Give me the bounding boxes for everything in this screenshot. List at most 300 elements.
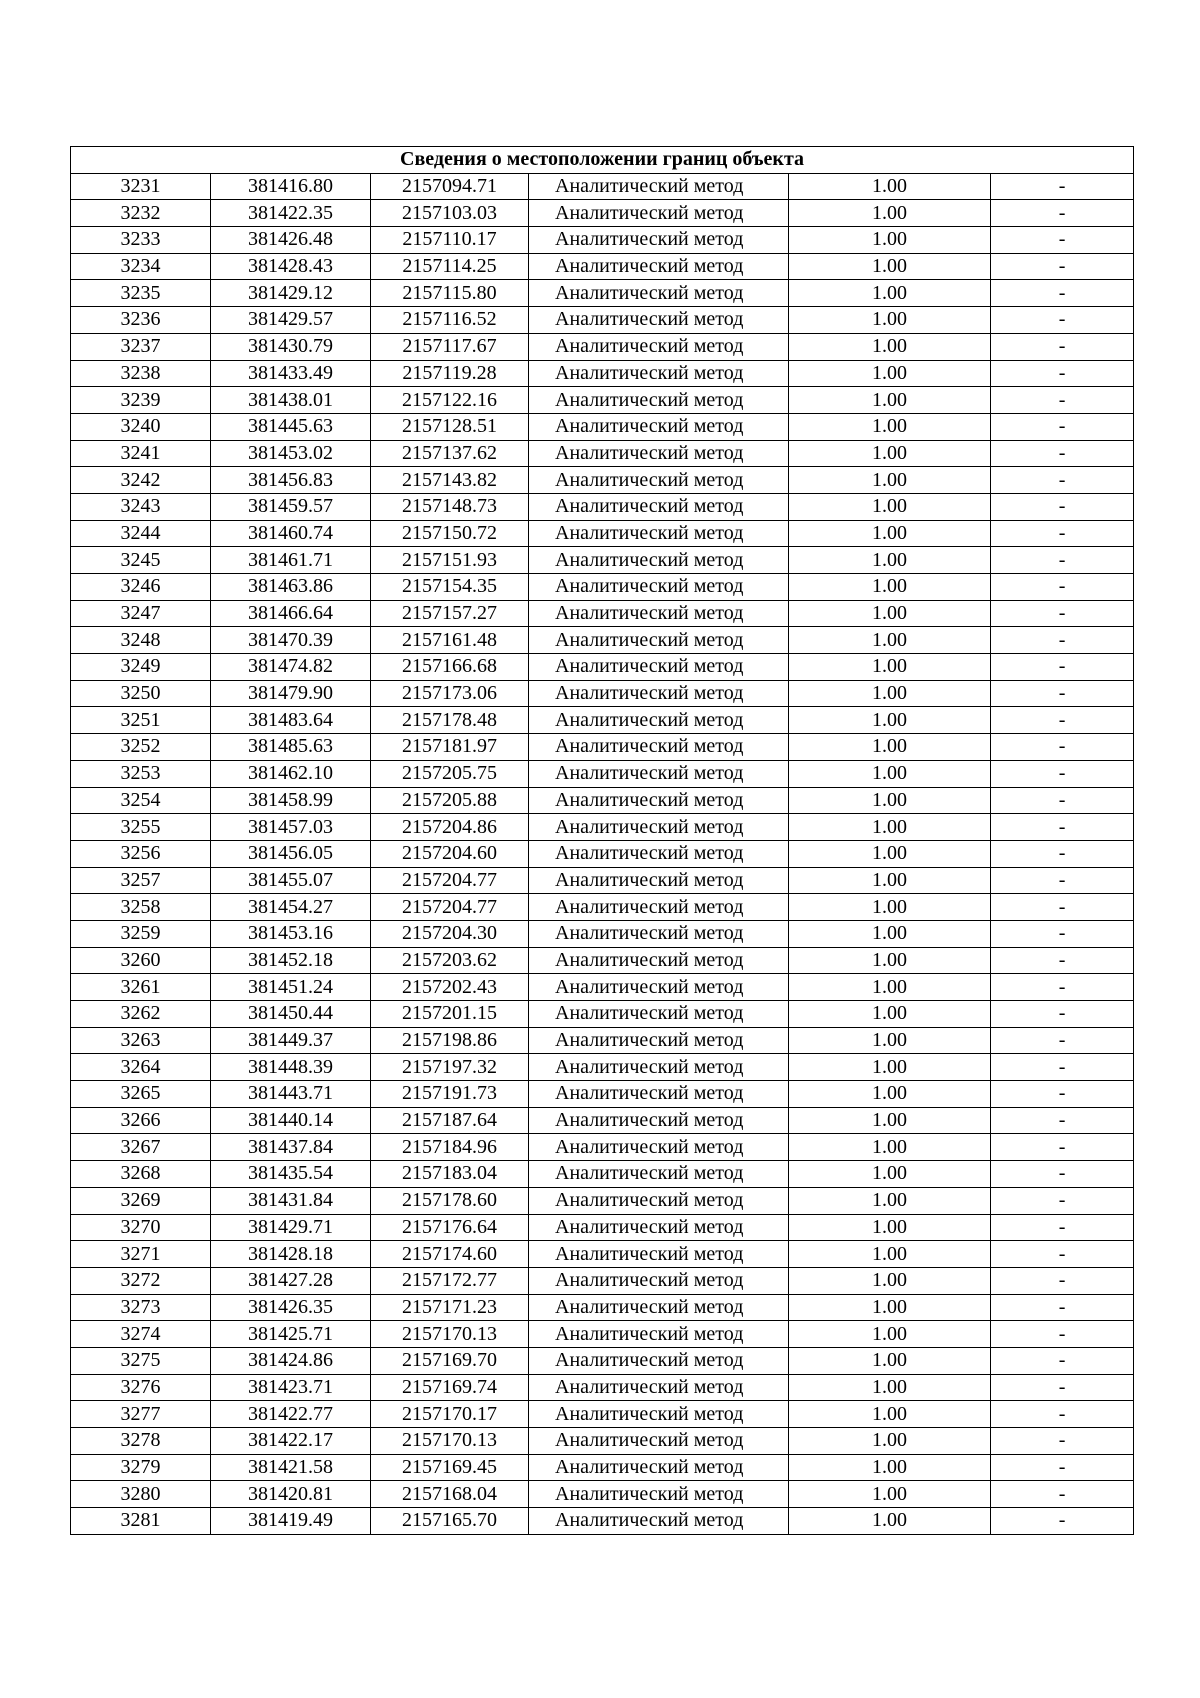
table-row	[71, 1454, 1134, 1481]
table-row	[71, 1267, 1134, 1294]
y-coordinate-cell: 2157178.60	[371, 1187, 529, 1214]
x-coordinate-cell: 381466.64	[211, 600, 371, 627]
description-cell: -	[991, 734, 1134, 761]
method-cell: Аналитический метод	[529, 1321, 789, 1348]
method-cell: Аналитический метод	[529, 627, 789, 654]
x-coordinate-cell: 381483.64	[211, 707, 371, 734]
y-coordinate-cell: 2157172.77	[371, 1267, 529, 1294]
y-coordinate-cell: 2157204.60	[371, 840, 529, 867]
description-cell: -	[991, 1161, 1134, 1188]
point-number-cell: 3250	[71, 680, 211, 707]
point-number-cell: 3280	[71, 1481, 211, 1508]
y-coordinate-cell: 2157170.13	[371, 1321, 529, 1348]
point-number-cell: 3281	[71, 1508, 211, 1535]
description-cell: -	[991, 814, 1134, 841]
table-row	[71, 520, 1134, 547]
accuracy-cell: 1.00	[789, 520, 991, 547]
method-cell: Аналитический метод	[529, 1214, 789, 1241]
point-number-cell: 3269	[71, 1187, 211, 1214]
y-coordinate-cell: 2157191.73	[371, 1081, 529, 1108]
table-row	[71, 493, 1134, 520]
description-cell: -	[991, 307, 1134, 334]
table-row	[71, 467, 1134, 494]
x-coordinate-cell: 381461.71	[211, 547, 371, 574]
x-coordinate-cell: 381456.83	[211, 467, 371, 494]
description-cell: -	[991, 1374, 1134, 1401]
description-cell: -	[991, 1454, 1134, 1481]
x-coordinate-cell: 381451.24	[211, 974, 371, 1001]
accuracy-cell: 1.00	[789, 253, 991, 280]
x-coordinate-cell: 381445.63	[211, 413, 371, 440]
accuracy-cell: 1.00	[789, 1321, 991, 1348]
table-row	[71, 707, 1134, 734]
point-number-cell: 3251	[71, 707, 211, 734]
accuracy-cell: 1.00	[789, 734, 991, 761]
accuracy-cell: 1.00	[789, 787, 991, 814]
method-cell: Аналитический метод	[529, 654, 789, 681]
y-coordinate-cell: 2157103.03	[371, 200, 529, 227]
method-cell: Аналитический метод	[529, 440, 789, 467]
point-number-cell: 3243	[71, 493, 211, 520]
method-cell: Аналитический метод	[529, 947, 789, 974]
x-coordinate-cell: 381428.18	[211, 1241, 371, 1268]
point-number-cell: 3233	[71, 227, 211, 254]
method-cell: Аналитический метод	[529, 1107, 789, 1134]
description-cell: -	[991, 253, 1134, 280]
method-cell: Аналитический метод	[529, 1454, 789, 1481]
description-cell: -	[991, 1267, 1134, 1294]
table-row	[71, 413, 1134, 440]
point-number-cell: 3261	[71, 974, 211, 1001]
point-number-cell: 3236	[71, 307, 211, 334]
description-cell: -	[991, 1428, 1134, 1455]
y-coordinate-cell: 2157169.74	[371, 1374, 529, 1401]
table-row	[71, 387, 1134, 414]
description-cell: -	[991, 1054, 1134, 1081]
y-coordinate-cell: 2157116.52	[371, 307, 529, 334]
description-cell: -	[991, 493, 1134, 520]
table-row	[71, 307, 1134, 334]
description-cell: -	[991, 1187, 1134, 1214]
point-number-cell: 3239	[71, 387, 211, 414]
method-cell: Аналитический метод	[529, 413, 789, 440]
point-number-cell: 3271	[71, 1241, 211, 1268]
x-coordinate-cell: 381452.18	[211, 947, 371, 974]
accuracy-cell: 1.00	[789, 280, 991, 307]
accuracy-cell: 1.00	[789, 574, 991, 601]
accuracy-cell: 1.00	[789, 1187, 991, 1214]
table-row	[71, 974, 1134, 1001]
table-row	[71, 1001, 1134, 1028]
method-cell: Аналитический метод	[529, 360, 789, 387]
x-coordinate-cell: 381416.80	[211, 173, 371, 200]
point-number-cell: 3235	[71, 280, 211, 307]
table-row	[71, 814, 1134, 841]
table-row	[71, 867, 1134, 894]
method-cell: Аналитический метод	[529, 1267, 789, 1294]
accuracy-cell: 1.00	[789, 974, 991, 1001]
table-row	[71, 734, 1134, 761]
table-row	[71, 574, 1134, 601]
description-cell: -	[991, 333, 1134, 360]
point-number-cell: 3249	[71, 654, 211, 681]
x-coordinate-cell: 381459.57	[211, 493, 371, 520]
y-coordinate-cell: 2157204.30	[371, 920, 529, 947]
method-cell: Аналитический метод	[529, 734, 789, 761]
method-cell: Аналитический метод	[529, 280, 789, 307]
point-number-cell: 3254	[71, 787, 211, 814]
x-coordinate-cell: 381430.79	[211, 333, 371, 360]
accuracy-cell: 1.00	[789, 1401, 991, 1428]
point-number-cell: 3232	[71, 200, 211, 227]
table-row	[71, 894, 1134, 921]
method-cell: Аналитический метод	[529, 1027, 789, 1054]
table-row	[71, 1374, 1134, 1401]
accuracy-cell: 1.00	[789, 1454, 991, 1481]
accuracy-cell: 1.00	[789, 1107, 991, 1134]
table-row	[71, 787, 1134, 814]
description-cell: -	[991, 1294, 1134, 1321]
y-coordinate-cell: 2157183.04	[371, 1161, 529, 1188]
y-coordinate-cell: 2157173.06	[371, 680, 529, 707]
point-number-cell: 3266	[71, 1107, 211, 1134]
table-row	[71, 1187, 1134, 1214]
table-row	[71, 360, 1134, 387]
y-coordinate-cell: 2157203.62	[371, 947, 529, 974]
point-number-cell: 3246	[71, 574, 211, 601]
point-number-cell: 3253	[71, 760, 211, 787]
point-number-cell: 3263	[71, 1027, 211, 1054]
method-cell: Аналитический метод	[529, 227, 789, 254]
method-cell: Аналитический метод	[529, 787, 789, 814]
y-coordinate-cell: 2157184.96	[371, 1134, 529, 1161]
accuracy-cell: 1.00	[789, 360, 991, 387]
x-coordinate-cell: 381458.99	[211, 787, 371, 814]
method-cell: Аналитический метод	[529, 1401, 789, 1428]
point-number-cell: 3252	[71, 734, 211, 761]
y-coordinate-cell: 2157204.86	[371, 814, 529, 841]
y-coordinate-cell: 2157198.86	[371, 1027, 529, 1054]
x-coordinate-cell: 381460.74	[211, 520, 371, 547]
x-coordinate-cell: 381419.49	[211, 1508, 371, 1535]
y-coordinate-cell: 2157137.62	[371, 440, 529, 467]
description-cell: -	[991, 867, 1134, 894]
point-number-cell: 3278	[71, 1428, 211, 1455]
x-coordinate-cell: 381470.39	[211, 627, 371, 654]
table-row	[71, 947, 1134, 974]
method-cell: Аналитический метод	[529, 1001, 789, 1028]
description-cell: -	[991, 1241, 1134, 1268]
description-cell: -	[991, 1214, 1134, 1241]
x-coordinate-cell: 381462.10	[211, 760, 371, 787]
description-cell: -	[991, 387, 1134, 414]
table-row	[71, 440, 1134, 467]
description-cell: -	[991, 173, 1134, 200]
x-coordinate-cell: 381422.35	[211, 200, 371, 227]
description-cell: -	[991, 894, 1134, 921]
y-coordinate-cell: 2157204.77	[371, 867, 529, 894]
accuracy-cell: 1.00	[789, 680, 991, 707]
table-row	[71, 253, 1134, 280]
table-row	[71, 600, 1134, 627]
table-row	[71, 840, 1134, 867]
x-coordinate-cell: 381423.71	[211, 1374, 371, 1401]
method-cell: Аналитический метод	[529, 1508, 789, 1535]
x-coordinate-cell: 381457.03	[211, 814, 371, 841]
x-coordinate-cell: 381453.02	[211, 440, 371, 467]
accuracy-cell: 1.00	[789, 1294, 991, 1321]
description-cell: -	[991, 1508, 1134, 1535]
description-cell: -	[991, 440, 1134, 467]
method-cell: Аналитический метод	[529, 1054, 789, 1081]
y-coordinate-cell: 2157169.70	[371, 1347, 529, 1374]
method-cell: Аналитический метод	[529, 1081, 789, 1108]
point-number-cell: 3242	[71, 467, 211, 494]
description-cell: -	[991, 1347, 1134, 1374]
x-coordinate-cell: 381453.16	[211, 920, 371, 947]
method-cell: Аналитический метод	[529, 200, 789, 227]
y-coordinate-cell: 2157169.45	[371, 1454, 529, 1481]
y-coordinate-cell: 2157119.28	[371, 360, 529, 387]
x-coordinate-cell: 381425.71	[211, 1321, 371, 1348]
method-cell: Аналитический метод	[529, 600, 789, 627]
description-cell: -	[991, 1481, 1134, 1508]
accuracy-cell: 1.00	[789, 200, 991, 227]
description-cell: -	[991, 227, 1134, 254]
x-coordinate-cell: 381474.82	[211, 654, 371, 681]
description-cell: -	[991, 680, 1134, 707]
description-cell: -	[991, 760, 1134, 787]
table-row	[71, 173, 1134, 200]
table-row	[71, 1214, 1134, 1241]
description-cell: -	[991, 1321, 1134, 1348]
accuracy-cell: 1.00	[789, 547, 991, 574]
method-cell: Аналитический метод	[529, 974, 789, 1001]
table-row	[71, 1054, 1134, 1081]
table-row	[71, 1508, 1134, 1535]
accuracy-cell: 1.00	[789, 814, 991, 841]
accuracy-cell: 1.00	[789, 333, 991, 360]
y-coordinate-cell: 2157148.73	[371, 493, 529, 520]
x-coordinate-cell: 381427.28	[211, 1267, 371, 1294]
x-coordinate-cell: 381428.43	[211, 253, 371, 280]
method-cell: Аналитический метод	[529, 1134, 789, 1161]
x-coordinate-cell: 381443.71	[211, 1081, 371, 1108]
accuracy-cell: 1.00	[789, 894, 991, 921]
table-row	[71, 1428, 1134, 1455]
accuracy-cell: 1.00	[789, 1428, 991, 1455]
table-title: Сведения о местоположении границ объекта	[71, 147, 1134, 174]
method-cell: Аналитический метод	[529, 493, 789, 520]
method-cell: Аналитический метод	[529, 574, 789, 601]
table-row	[71, 200, 1134, 227]
point-number-cell: 3258	[71, 894, 211, 921]
description-cell: -	[991, 974, 1134, 1001]
accuracy-cell: 1.00	[789, 654, 991, 681]
accuracy-cell: 1.00	[789, 1161, 991, 1188]
accuracy-cell: 1.00	[789, 1241, 991, 1268]
point-number-cell: 3260	[71, 947, 211, 974]
table-title-row	[71, 147, 1134, 174]
y-coordinate-cell: 2157171.23	[371, 1294, 529, 1321]
point-number-cell: 3268	[71, 1161, 211, 1188]
table-row	[71, 1081, 1134, 1108]
x-coordinate-cell: 381429.12	[211, 280, 371, 307]
table-row	[71, 280, 1134, 307]
x-coordinate-cell: 381433.49	[211, 360, 371, 387]
method-cell: Аналитический метод	[529, 1347, 789, 1374]
table-row	[71, 1107, 1134, 1134]
point-number-cell: 3248	[71, 627, 211, 654]
x-coordinate-cell: 381438.01	[211, 387, 371, 414]
y-coordinate-cell: 2157202.43	[371, 974, 529, 1001]
y-coordinate-cell: 2157176.64	[371, 1214, 529, 1241]
y-coordinate-cell: 2157115.80	[371, 280, 529, 307]
table-row	[71, 1134, 1134, 1161]
accuracy-cell: 1.00	[789, 227, 991, 254]
method-cell: Аналитический метод	[529, 760, 789, 787]
description-cell: -	[991, 654, 1134, 681]
y-coordinate-cell: 2157197.32	[371, 1054, 529, 1081]
point-number-cell: 3262	[71, 1001, 211, 1028]
description-cell: -	[991, 280, 1134, 307]
method-cell: Аналитический метод	[529, 680, 789, 707]
description-cell: -	[991, 1001, 1134, 1028]
description-cell: -	[991, 520, 1134, 547]
y-coordinate-cell: 2157174.60	[371, 1241, 529, 1268]
x-coordinate-cell: 381449.37	[211, 1027, 371, 1054]
description-cell: -	[991, 574, 1134, 601]
x-coordinate-cell: 381421.58	[211, 1454, 371, 1481]
table-row	[71, 1241, 1134, 1268]
x-coordinate-cell: 381426.35	[211, 1294, 371, 1321]
x-coordinate-cell: 381485.63	[211, 734, 371, 761]
x-coordinate-cell: 381431.84	[211, 1187, 371, 1214]
y-coordinate-cell: 2157110.17	[371, 227, 529, 254]
method-cell: Аналитический метод	[529, 1294, 789, 1321]
method-cell: Аналитический метод	[529, 387, 789, 414]
point-number-cell: 3279	[71, 1454, 211, 1481]
x-coordinate-cell: 381422.77	[211, 1401, 371, 1428]
point-number-cell: 3240	[71, 413, 211, 440]
accuracy-cell: 1.00	[789, 627, 991, 654]
x-coordinate-cell: 381420.81	[211, 1481, 371, 1508]
point-number-cell: 3274	[71, 1321, 211, 1348]
table-row	[71, 1347, 1134, 1374]
description-cell: -	[991, 547, 1134, 574]
table-row	[71, 1161, 1134, 1188]
accuracy-cell: 1.00	[789, 1481, 991, 1508]
accuracy-cell: 1.00	[789, 467, 991, 494]
accuracy-cell: 1.00	[789, 1267, 991, 1294]
description-cell: -	[991, 1107, 1134, 1134]
description-cell: -	[991, 360, 1134, 387]
table-row	[71, 1401, 1134, 1428]
x-coordinate-cell: 381435.54	[211, 1161, 371, 1188]
y-coordinate-cell: 2157201.15	[371, 1001, 529, 1028]
x-coordinate-cell: 381448.39	[211, 1054, 371, 1081]
y-coordinate-cell: 2157143.82	[371, 467, 529, 494]
y-coordinate-cell: 2157187.64	[371, 1107, 529, 1134]
method-cell: Аналитический метод	[529, 1481, 789, 1508]
method-cell: Аналитический метод	[529, 467, 789, 494]
method-cell: Аналитический метод	[529, 1428, 789, 1455]
description-cell: -	[991, 707, 1134, 734]
point-number-cell: 3245	[71, 547, 211, 574]
accuracy-cell: 1.00	[789, 1374, 991, 1401]
y-coordinate-cell: 2157161.48	[371, 627, 529, 654]
description-cell: -	[991, 840, 1134, 867]
point-number-cell: 3257	[71, 867, 211, 894]
table-row	[71, 547, 1134, 574]
table-row	[71, 1294, 1134, 1321]
x-coordinate-cell: 381450.44	[211, 1001, 371, 1028]
description-cell: -	[991, 787, 1134, 814]
y-coordinate-cell: 2157122.16	[371, 387, 529, 414]
accuracy-cell: 1.00	[789, 1214, 991, 1241]
accuracy-cell: 1.00	[789, 413, 991, 440]
accuracy-cell: 1.00	[789, 707, 991, 734]
point-number-cell: 3255	[71, 814, 211, 841]
accuracy-cell: 1.00	[789, 1508, 991, 1535]
accuracy-cell: 1.00	[789, 493, 991, 520]
accuracy-cell: 1.00	[789, 173, 991, 200]
description-cell: -	[991, 1401, 1134, 1428]
y-coordinate-cell: 2157168.04	[371, 1481, 529, 1508]
x-coordinate-cell: 381463.86	[211, 574, 371, 601]
method-cell: Аналитический метод	[529, 840, 789, 867]
y-coordinate-cell: 2157157.27	[371, 600, 529, 627]
point-number-cell: 3238	[71, 360, 211, 387]
point-number-cell: 3237	[71, 333, 211, 360]
method-cell: Аналитический метод	[529, 1374, 789, 1401]
point-number-cell: 3259	[71, 920, 211, 947]
y-coordinate-cell: 2157205.75	[371, 760, 529, 787]
y-coordinate-cell: 2157178.48	[371, 707, 529, 734]
x-coordinate-cell: 381456.05	[211, 840, 371, 867]
table-body	[71, 173, 1134, 1534]
table-row	[71, 1027, 1134, 1054]
point-number-cell: 3276	[71, 1374, 211, 1401]
method-cell: Аналитический метод	[529, 253, 789, 280]
accuracy-cell: 1.00	[789, 307, 991, 334]
y-coordinate-cell: 2157114.25	[371, 253, 529, 280]
description-cell: -	[991, 1081, 1134, 1108]
method-cell: Аналитический метод	[529, 867, 789, 894]
point-number-cell: 3231	[71, 173, 211, 200]
table-row	[71, 760, 1134, 787]
y-coordinate-cell: 2157165.70	[371, 1508, 529, 1535]
x-coordinate-cell: 381454.27	[211, 894, 371, 921]
x-coordinate-cell: 381437.84	[211, 1134, 371, 1161]
description-cell: -	[991, 1027, 1134, 1054]
y-coordinate-cell: 2157154.35	[371, 574, 529, 601]
description-cell: -	[991, 1134, 1134, 1161]
description-cell: -	[991, 920, 1134, 947]
method-cell: Аналитический метод	[529, 173, 789, 200]
y-coordinate-cell: 2157128.51	[371, 413, 529, 440]
x-coordinate-cell: 381422.17	[211, 1428, 371, 1455]
method-cell: Аналитический метод	[529, 1187, 789, 1214]
table-row	[71, 680, 1134, 707]
method-cell: Аналитический метод	[529, 307, 789, 334]
y-coordinate-cell: 2157205.88	[371, 787, 529, 814]
table-row	[71, 333, 1134, 360]
accuracy-cell: 1.00	[789, 1001, 991, 1028]
y-coordinate-cell: 2157170.13	[371, 1428, 529, 1455]
accuracy-cell: 1.00	[789, 920, 991, 947]
table-row	[71, 627, 1134, 654]
